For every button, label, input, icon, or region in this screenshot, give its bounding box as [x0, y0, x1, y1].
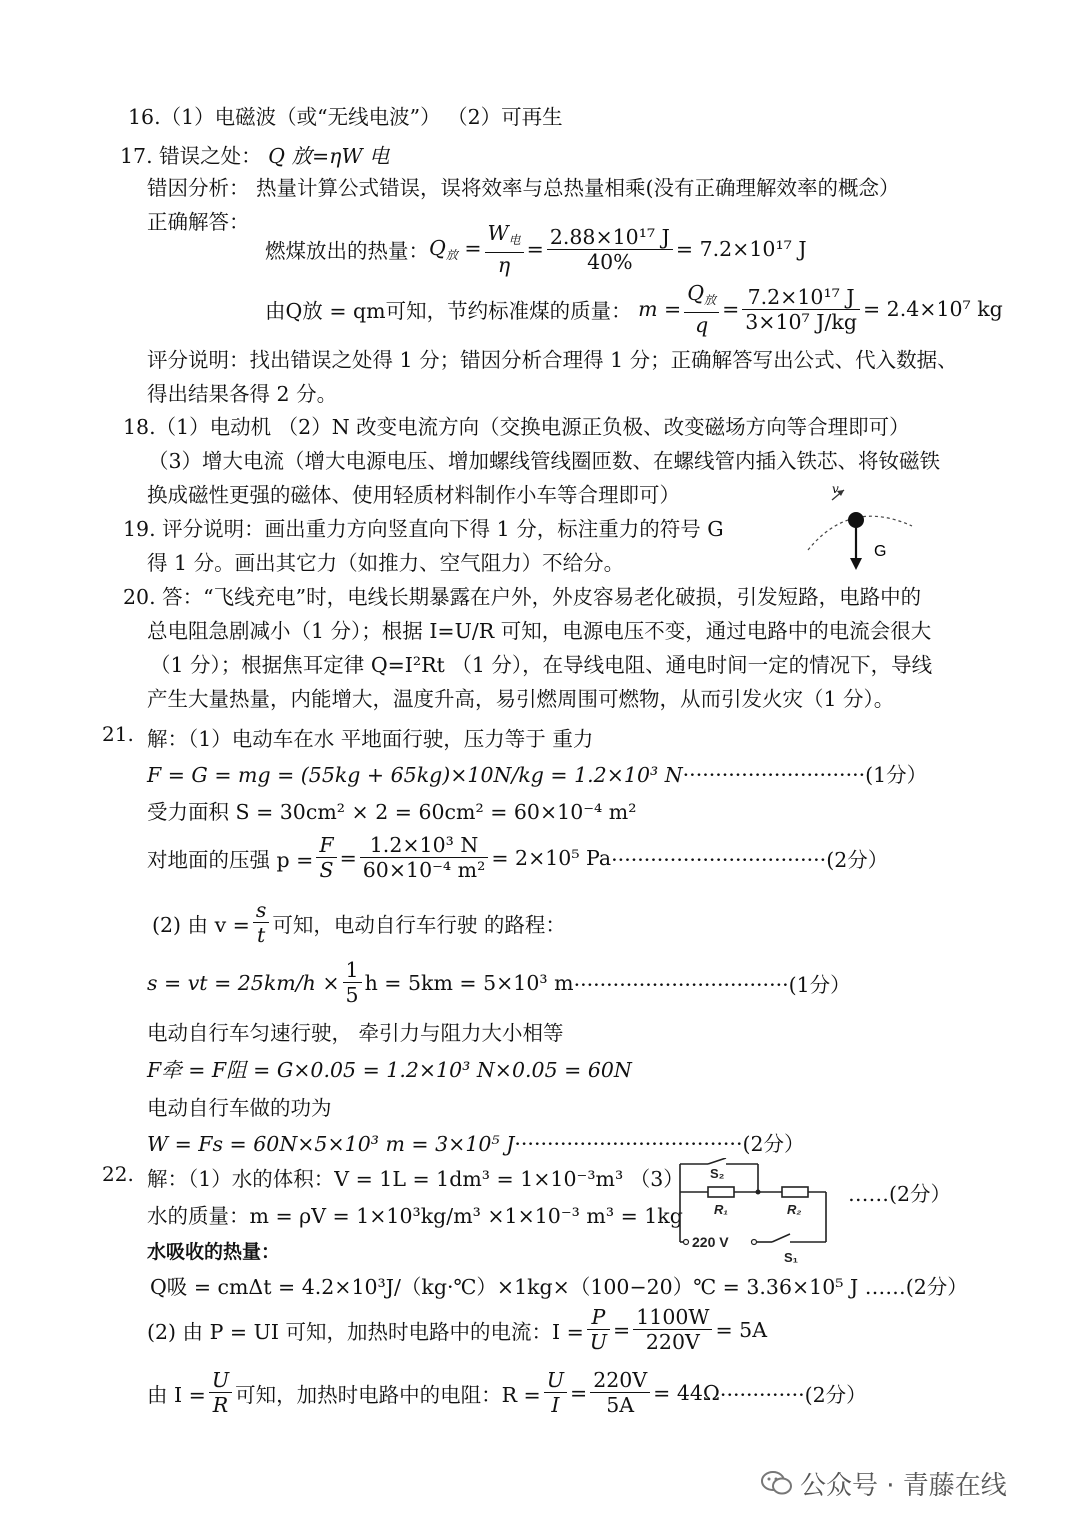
velocity-label: v — [832, 482, 839, 496]
q21-frac-pressure: $\frac{\text{1.2×10³ N}}{\text{60×10⁻⁴ m²}}$ — [360, 833, 489, 882]
q17-frac-q-q: $\frac{Q_放}{q}$ — [684, 281, 719, 337]
q17-correct-label: 正确解答： — [147, 210, 250, 234]
watermark-text: 公众号 · 青藤在线 — [800, 1471, 1007, 1501]
q18-line1: 18.（1）电动机 （2）N 改变电流方向（交换电源正负极、改变磁场方向等合理即可） — [123, 415, 910, 439]
q21-l10-score: ···································(2分） — [514, 1132, 805, 1156]
wechat-icon — [760, 1469, 794, 1497]
q17-line1-prefix: 燃煤放出的热量： — [265, 239, 429, 263]
q21-l9: 电动自行车做的功为 — [147, 1096, 332, 1120]
switch-s1 — [772, 1234, 790, 1242]
q22-l1: 解：（1）水的体积：V = 1L = 1dm³ = 1×10⁻³m³ （3） — [147, 1167, 684, 1191]
q21-l2-score: ····························(1分） — [682, 763, 928, 787]
q17-frac-w-eta: $\frac{W_电}{\eta}$ — [485, 221, 524, 277]
q17-line2-result: = 2.4×10⁷ kg — [862, 297, 1003, 321]
q20-line1: 20. 答：“飞线充电”时，电线长期暴露在户外，外皮容易老化破损，引发短路，电路中的 — [123, 585, 922, 609]
resistor-r2 — [782, 1187, 808, 1197]
q21-number: 21. — [102, 722, 134, 746]
q21-l6: s = vt = 25km/h × $\frac{1}{5}$ h = 5km = 5×10³ m ·································(1分） — [147, 958, 851, 1007]
q22-number: 22. — [102, 1162, 134, 1186]
label-s2: S₂ — [710, 1166, 725, 1181]
q21-l10: W = Fs = 60N×5×10³ m = 3×10⁵ J···································(2分） — [147, 1132, 805, 1156]
q21-l4-score: ·································(2分） — [611, 847, 889, 872]
q21-l7: 电动自行车匀速行驶， 牵引力与阻力大小相等 — [147, 1021, 564, 1045]
q22-l2: 水的质量：m = ρV = 1×10³kg/m³ ×1×10⁻³ m³ = 1kg — [147, 1204, 683, 1228]
q17-frac-line1: $\frac{\text{2.88×10¹⁷ J}}{40\%}$ — [547, 225, 673, 274]
switch-s2 — [708, 1158, 726, 1164]
q17-frac-line2: $\frac{\text{7.2×10¹⁷ J}}{\text{3×10⁷ J/kg}}$ — [742, 285, 860, 334]
q22-l6: 由 I = $\frac{U}{R}$ 可知，加热时电路中的电阻：R = $\frac{U}{I}$ = $\frac{220V}{5A}$ = 44Ω ·············(2分） — [147, 1368, 867, 1417]
q18-line2: （3）增大电流（增大电源电压、增加螺线管线圈匝数、在螺线管内插入铁芯、将钕磁铁 — [148, 449, 941, 473]
q19-line1: 19. 评分说明：画出重力方向竖直向下得 1 分，标注重力的符号 G — [123, 517, 724, 541]
q21-l6-score: ·································(1分） — [573, 972, 851, 997]
q17-line1: 燃煤放出的热量： $Q_放$ = $\frac{W_电}{\eta}$ = $\frac{\text{2.88×10¹⁷ J}}{40\%}$ = 7.2×10¹⁷ J — [265, 221, 807, 277]
q22-l1-score: ……(2分） — [848, 1182, 952, 1206]
circuit-diagram — [672, 1158, 837, 1270]
q17-mistake-expr: Q 放=ηW 电 — [268, 144, 390, 168]
q19-line2: 得 1 分。画出其它力（如推力、空气阻力）不给分。 — [147, 551, 625, 575]
q21-l8: F牵 = F阻 = G×0.05 = 1.2×10³ N×0.05 = 60N — [147, 1058, 632, 1082]
q17-score1: 评分说明：找出错误之处得 1 分；错因分析合理得 1 分；正确解答写出公式、代入数据、 — [147, 348, 958, 372]
q17-mistake-label: 17. 错误之处： — [120, 144, 262, 168]
label-r1: R₁ — [714, 1202, 728, 1217]
q22-l6-score: ·············(2分） — [719, 1382, 867, 1407]
resistor-r1 — [708, 1187, 734, 1197]
q17-analysis: 错因分析： 热量计算公式错误，误将效率与总热量相乘(没有正确理解效率的概念） — [147, 176, 900, 200]
q21-l1: 解：（1）电动车在水 平地面行驶，压力等于 重力 — [147, 727, 594, 751]
q17-line1-result: = 7.2×10¹⁷ J — [675, 237, 807, 261]
label-s1: S₁ — [784, 1250, 799, 1265]
q22-l5: (2) 由 P = UI 可知，加热时电路中的电流：I = $\frac{P}{U}$ = $\frac{1100W}{220V}$ = 5A — [147, 1305, 768, 1354]
q21-l4: 对地面的压强 p = $\frac{F}{S}$ = $\frac{\text{1.2×10³ N}}{\text{60×10⁻⁴ m²}}$ = 2×10⁵ Pa ·································(2分） — [147, 833, 889, 882]
gravity-label: G — [874, 543, 887, 560]
q20-line2: 总电阻急剧减小（1 分）；根据 I=U/R 可知，电源电压不变，通过电路中的电流会很大 — [147, 619, 932, 643]
q17-line2-prefix: 由Q放 = qm可知，节约标准煤的质量： — [265, 299, 632, 323]
q21-l5: (2) 由 v = $\frac{s}{t}$ 可知，电动自行车行驶 的路程： — [152, 898, 566, 947]
q22-l4: Q吸 = cmΔt = 4.2×10³J/（kg·℃）×1kg×（100−20）℃ = 3.36×10⁵ J ……(2分） — [150, 1275, 968, 1299]
label-r2: R₂ — [787, 1202, 802, 1217]
q17-mistake — [120, 142, 390, 170]
q17-score2: 得出结果各得 2 分。 — [147, 382, 338, 406]
q18-line3: 换成磁性更强的磁体、使用轻质材料制作小车等合理即可） — [147, 483, 680, 507]
q20-line3: （1 分）；根据焦耳定律 Q=I²Rt （1 分），在导线电阻、通电时间一定的情况下，导线 — [150, 653, 933, 677]
q21-l3: 受力面积 S = 30cm² × 2 = 60cm² = 60×10⁻⁴ m² — [147, 800, 637, 824]
q21-l2: F = G = mg = (55kg + 65kg)×10N/kg = 1.2×10³ N····························(1分） — [147, 763, 928, 787]
label-220v: 220 V — [692, 1234, 729, 1250]
q16-line: 16.（1）电磁波（或“无线电波”） （2）可再生 — [128, 105, 563, 129]
q17-line2: 由Q放 = qm可知，节约标准煤的质量： m = $\frac{Q_放}{q}$ = $\frac{\text{7.2×10¹⁷ J}}{\text{3×10⁷ J/kg}}$ = 2.4×10⁷ kg — [265, 281, 1003, 337]
gravity-diagram — [800, 478, 920, 578]
q22-l3: 水吸收的热量： — [147, 1241, 281, 1263]
q20-line4: 产生大量热量，内能增大，温度升高，易引燃周围可燃物，从而引发火灾（1 分）。 — [147, 687, 895, 711]
